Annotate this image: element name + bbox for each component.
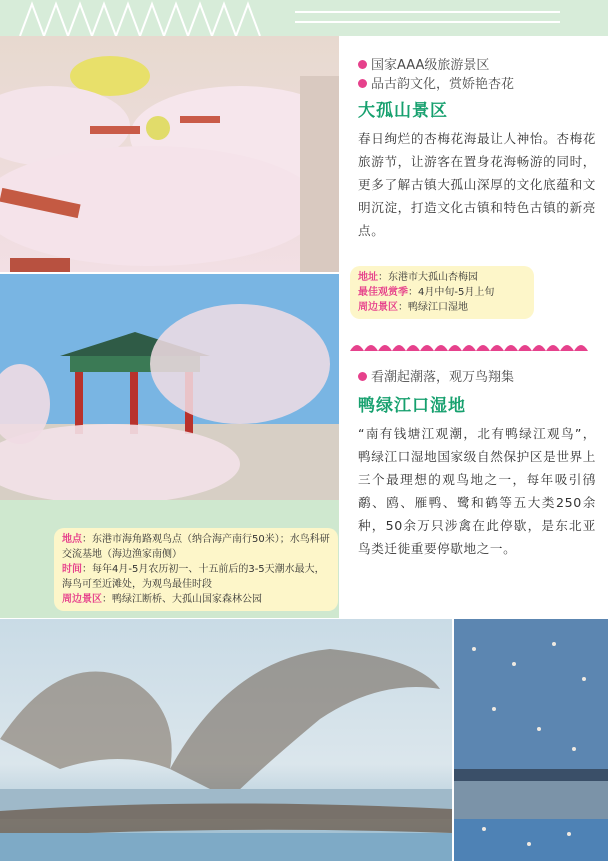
info-label: 时间: [62, 564, 82, 575]
birds-shore-photo: [454, 619, 608, 861]
zigzag-decoration-icon: [0, 0, 608, 36]
info-label: 周边景区: [62, 594, 102, 605]
info-box-yalujiang: [54, 528, 338, 611]
bullet-text: 品古韵文化，赏娇艳杏花: [371, 77, 515, 92]
info-value: ：东港市大孤山杏梅园: [378, 272, 478, 283]
bullet-line: [358, 75, 596, 94]
info-value: ：4月中旬-5月上旬: [408, 287, 495, 298]
bullet-dot-icon: [358, 372, 367, 381]
apricot-village-photo: [0, 36, 339, 272]
scallop-divider: [350, 336, 596, 348]
info-line: [358, 285, 526, 300]
bullet-dot-icon: [358, 79, 367, 88]
top-decorative-band: [0, 0, 608, 36]
info-line: [358, 270, 526, 285]
bullet-line: [358, 56, 596, 75]
section-title: 大孤山景区: [358, 101, 448, 121]
section-body: “南有钱塘江观潮，北有鸭绿江观鸟”，鸭绿江口湿地国家级自然保护区是世界上三个最理想的观鸟地之一，每年吸引鸻鹬、鸥、雁鸭、鹭和鹤等五大类250余种，50余万只涉禽在此停歇，是东北亚鸟类迁徙重要停歇地之一。: [358, 426, 596, 556]
info-label: 周边景区: [358, 302, 398, 313]
scallop-divider-icon: [350, 339, 596, 351]
info-line: [62, 532, 330, 562]
bullet-text: 看潮起潮落，观万鸟翔集: [371, 370, 515, 385]
info-value: ：鸭绿江断桥、大孤山国家森林公园: [102, 594, 262, 605]
section-yalujiang: [358, 368, 596, 560]
info-line: [62, 592, 330, 607]
bird-flock-photo: [0, 619, 452, 861]
section-title: 鸭绿江口湿地: [358, 396, 466, 416]
info-label: 地点: [62, 534, 82, 545]
bullet-line: [358, 368, 596, 387]
info-line: [62, 562, 330, 592]
section-body: 春日绚烂的杏梅花海最让人神怡。杏梅花旅游节，让游客在置身花海畅游的同时，更多了解古镇大孤山深厚的文化底蕴和文明沉淀，打造文化古镇和特色古镇的新亮点。: [358, 131, 596, 238]
info-label: 最佳观赏季: [358, 287, 408, 298]
bullet-text: 国家AAA级旅游景区: [371, 58, 490, 73]
info-value: ：鸭绿江口湿地: [398, 302, 468, 313]
info-box-dagushan: [350, 266, 534, 319]
info-value: ：东港市海角路观鸟点（纳合海产南行50米）；水鸟科研交流基地（海边渔家南侧）: [62, 534, 330, 560]
info-value: ：每年4月-5月农历初一、十五前后的3-5天潮水最大，海鸟可至近滩处，为观鸟最佳时段: [62, 564, 325, 590]
archway-blossom-photo: [0, 274, 339, 500]
info-line: [358, 300, 526, 315]
bullet-dot-icon: [358, 60, 367, 69]
section-dagushan: [358, 56, 596, 242]
info-label: 地址: [358, 272, 378, 283]
